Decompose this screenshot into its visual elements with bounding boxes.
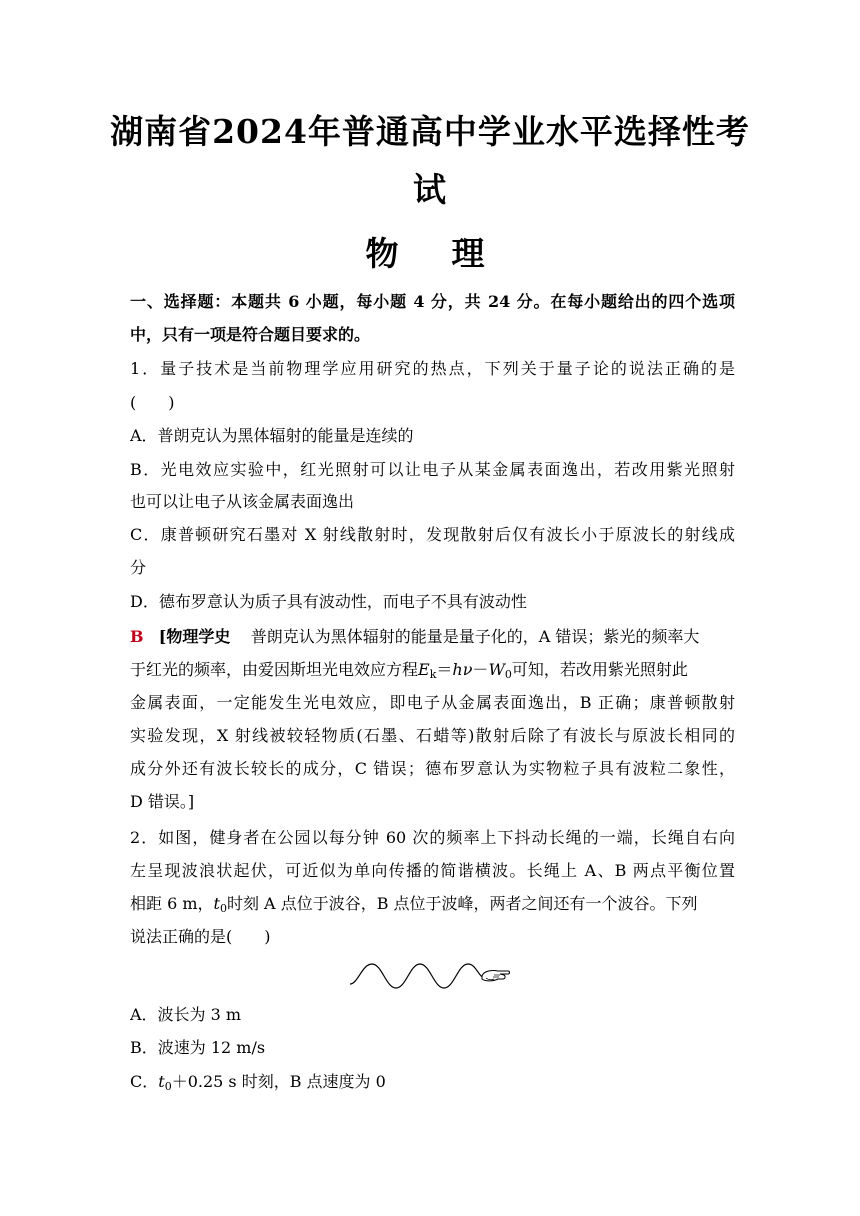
q2-option-b: B．波速为 12 m/s xyxy=(130,1038,266,1057)
q2-option-c: C．$t_0+0.25$ s 时刻，B 点速度为 0 xyxy=(130,1072,386,1093)
q2-stem-line1: 2．如图，健身者在公园以每分钟 60 次的频率上下抖动长绳的一端，长绳自右向 xyxy=(130,828,735,847)
exam-title-line2: 试 xyxy=(413,170,447,209)
rope-wave-figure xyxy=(348,958,513,994)
q1-answer-line2: 于红光的频率，由爱因斯坦光电效应方程$E_k=h\nu-W_0$可知，若改用紫光照射此 xyxy=(130,660,688,681)
q1-answer-line4: 实验发现，X 射线被较轻物质(石墨、石蜡等)散射后除了有波长与原波长相同的 xyxy=(130,726,735,745)
hand-icon xyxy=(482,971,510,981)
q1-stem-line2: ( ) xyxy=(130,393,175,412)
q1-option-b-line1: B．光电效应实验中，红光照射可以让电子从某金属表面逸出，若改用紫光照射 xyxy=(130,460,735,479)
section-heading-line2: 中，只有一项是符合题目要求的。 xyxy=(130,325,371,344)
q1-option-d: D．德布罗意认为质子具有波动性，而电子不具有波动性 xyxy=(130,592,527,611)
q1-option-c-line2: 分 xyxy=(130,558,147,577)
q1-answer-text1: 普朗克认为黑体辐射的能量是量子化的，A 错误；紫光的频率大 xyxy=(250,627,700,646)
q1-stem-line1: 1．量子技术是当前物理学应用研究的热点，下列关于量子论的说法正确的是 xyxy=(130,359,735,378)
q2-option-a: A．波长为 3 m xyxy=(130,1005,242,1024)
q1-option-a: A．普朗克认为黑体辐射的能量是连续的 xyxy=(130,426,414,445)
q1-answer-line1 xyxy=(130,626,735,648)
q1-answer-tag: [物理学史 xyxy=(158,627,231,646)
q1-option-b-line2: 也可以让电子从该金属表面逸出 xyxy=(130,492,355,511)
section-heading-line1: 一、选择题：本题共 6 小题，每小题 4 分，共 24 分。在每小题给出的四个选项 xyxy=(130,292,735,311)
q1-answer-line3: 金属表面，一定能发生光电效应，即电子从金属表面逸出，B 正确；康普顿散射 xyxy=(130,693,735,712)
q1-answer-line6: D 错误。] xyxy=(130,792,195,811)
q1-answer-letter: B xyxy=(130,627,144,646)
q2-stem-line2: 左呈现波浪状起伏，可近似为单向传播的简谐横波。长绳上 A、B 两点平衡位置 xyxy=(130,861,735,880)
exam-title-line1: 湖南省2024年普通高中学业水平选择性考 xyxy=(110,112,750,151)
wave-curve xyxy=(350,964,484,988)
q1-answer-line5: 成分外还有波长较长的成分，C 错误；德布罗意认为实物粒子具有波粒二象性， xyxy=(130,759,735,778)
q2-stem-line3: 相距 6 m，$t_0$时刻 A 点位于波谷，B 点位于波峰，两者之间还有一个波谷。下列 xyxy=(130,894,698,915)
q2-stem-line4: 说法正确的是( ) xyxy=(130,927,271,946)
q1-option-c-line1: C．康普顿研究石墨对 X 射线散射时，发现散射后仅有波长小于原波长的射线成 xyxy=(130,525,735,544)
subject-title: 物 理 xyxy=(365,234,495,273)
